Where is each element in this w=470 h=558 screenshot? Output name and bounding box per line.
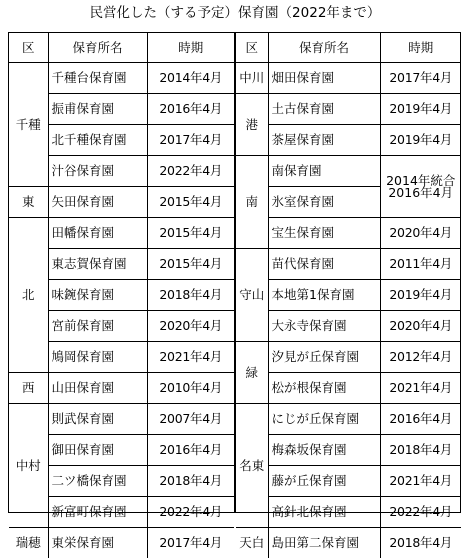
transfer-date: 2016年4月: [147, 435, 234, 466]
ward-cell: 瑞穂: [9, 528, 48, 558]
transfer-date: 2017年4月: [147, 125, 234, 156]
table-row: [236, 218, 461, 249]
table-row: [9, 218, 234, 249]
table-row: [236, 373, 461, 404]
nursery-name: 宮前保育園: [48, 311, 147, 342]
nursery-name: 苗代保育園: [268, 249, 380, 280]
ward-cell: 北: [9, 218, 48, 373]
nursery-name: 北千種保育園: [48, 125, 147, 156]
merged-date-line: 2014年統合: [381, 175, 462, 187]
transfer-date: 2015年4月: [147, 249, 234, 280]
transfer-date: 2020年4月: [147, 311, 234, 342]
ward-cell: 西: [9, 373, 48, 404]
table-row: [236, 342, 461, 373]
left-table-half: [9, 33, 234, 512]
transfer-date: 2016年4月: [147, 94, 234, 125]
ward-cell: 東: [9, 187, 48, 218]
table-row: [236, 156, 461, 187]
ward-cell: 中川: [236, 63, 268, 94]
nursery-name: 島田第二保育園: [268, 528, 380, 558]
table-row: [9, 63, 234, 94]
table-row: [9, 373, 234, 404]
right-table: [236, 33, 461, 558]
nursery-name: 宝生保育園: [268, 218, 380, 249]
transfer-date: 2011年4月: [380, 249, 461, 280]
transfer-date: 2010年4月: [147, 373, 234, 404]
transfer-date: 2018年4月: [147, 280, 234, 311]
table-row: [236, 528, 461, 558]
transfer-date: 2022年4月: [380, 497, 461, 528]
nursery-name: 汐見が丘保育園: [268, 342, 380, 373]
nursery-name: 大永寺保育園: [268, 311, 380, 342]
nursery-name: 新富町保育園: [48, 497, 147, 528]
table-row: [9, 404, 234, 435]
table-row: [236, 125, 461, 156]
nursery-name: 土古保育園: [268, 94, 380, 125]
nursery-name: 二ツ橋保育園: [48, 466, 147, 497]
ward-cell: 守山: [236, 249, 268, 342]
header-row: [236, 33, 461, 63]
transfer-date: 2015年4月: [147, 187, 234, 218]
merged-transfer-date: [380, 156, 461, 218]
nursery-name: 振甫保育園: [48, 94, 147, 125]
transfer-date: 2019年4月: [380, 280, 461, 311]
nursery-name: 梅森坂保育園: [268, 435, 380, 466]
transfer-date: 2017年4月: [380, 63, 461, 94]
nursery-name: 茶屋保育園: [268, 125, 380, 156]
transfer-date: 2019年4月: [380, 125, 461, 156]
header-name: 保育所名: [48, 33, 147, 63]
right-table-half: [236, 33, 461, 512]
header-name: 保育所名: [268, 33, 380, 63]
nursery-name: 御田保育園: [48, 435, 147, 466]
table-row: [9, 187, 234, 218]
left-table: [9, 33, 234, 558]
nursery-name: 汁谷保育園: [48, 156, 147, 187]
header-date: 時期: [380, 33, 461, 63]
transfer-date: 2018年4月: [147, 466, 234, 497]
transfer-date: 2022年4月: [147, 156, 234, 187]
table-row: [236, 497, 461, 528]
transfer-date: 2021年4月: [380, 373, 461, 404]
table-row: [236, 435, 461, 466]
nursery-name: 東志賀保育園: [48, 249, 147, 280]
transfer-date: 2020年4月: [380, 218, 461, 249]
nursery-name: 畑田保育園: [268, 63, 380, 94]
transfer-date: 2022年4月: [147, 497, 234, 528]
transfer-date: 2019年4月: [380, 94, 461, 125]
transfer-date: 2021年4月: [380, 466, 461, 497]
transfer-date: 2017年4月: [147, 528, 234, 558]
merged-date-line: 2016年4月: [381, 187, 462, 199]
nursery-name: にじが丘保育園: [268, 404, 380, 435]
transfer-date: 2018年4月: [380, 435, 461, 466]
nursery-name: 千種台保育園: [48, 63, 147, 94]
header-ward: 区: [236, 33, 268, 63]
table-row: [236, 280, 461, 311]
table-row: [236, 63, 461, 94]
nursery-table: [8, 32, 461, 513]
table-row: [236, 404, 461, 435]
table-row: [236, 249, 461, 280]
header-date: 時期: [147, 33, 234, 63]
ward-cell: 千種: [9, 63, 48, 187]
nursery-name: 田幡保育園: [48, 218, 147, 249]
nursery-name: 松が根保育園: [268, 373, 380, 404]
ward-cell: 緑: [236, 342, 268, 404]
ward-cell: 天白: [236, 528, 268, 558]
nursery-name: 矢田保育園: [48, 187, 147, 218]
ward-cell: 中村: [9, 404, 48, 528]
transfer-date: 2014年4月: [147, 63, 234, 94]
nursery-name: 東栄保育園: [48, 528, 147, 558]
table-row: [236, 311, 461, 342]
transfer-date: 2016年4月: [380, 404, 461, 435]
table-row: [236, 466, 461, 497]
transfer-date: 2020年4月: [380, 311, 461, 342]
transfer-date: 2015年4月: [147, 218, 234, 249]
table-row: [9, 528, 234, 558]
header-row: [9, 33, 234, 63]
ward-cell: 南: [236, 156, 268, 249]
transfer-date: 2012年4月: [380, 342, 461, 373]
nursery-name: 山田保育園: [48, 373, 147, 404]
header-ward: 区: [9, 33, 48, 63]
transfer-date: 2021年4月: [147, 342, 234, 373]
nursery-name: 味鋺保育園: [48, 280, 147, 311]
nursery-name: 氷室保育園: [268, 187, 380, 218]
nursery-name: 鳩岡保育園: [48, 342, 147, 373]
nursery-name: 藤が丘保育園: [268, 466, 380, 497]
nursery-name: 高針北保育園: [268, 497, 380, 528]
nursery-name: 則武保育園: [48, 404, 147, 435]
table-row: [236, 94, 461, 125]
ward-cell: 名東: [236, 404, 268, 528]
page-title: 民営化した（する予定）保育園（2022年まで）: [0, 2, 470, 24]
nursery-name: 本地第1保育園: [268, 280, 380, 311]
ward-cell: 港: [236, 94, 268, 156]
nursery-name: 南保育園: [268, 156, 380, 187]
transfer-date: 2018年4月: [380, 528, 461, 558]
transfer-date: 2007年4月: [147, 404, 234, 435]
